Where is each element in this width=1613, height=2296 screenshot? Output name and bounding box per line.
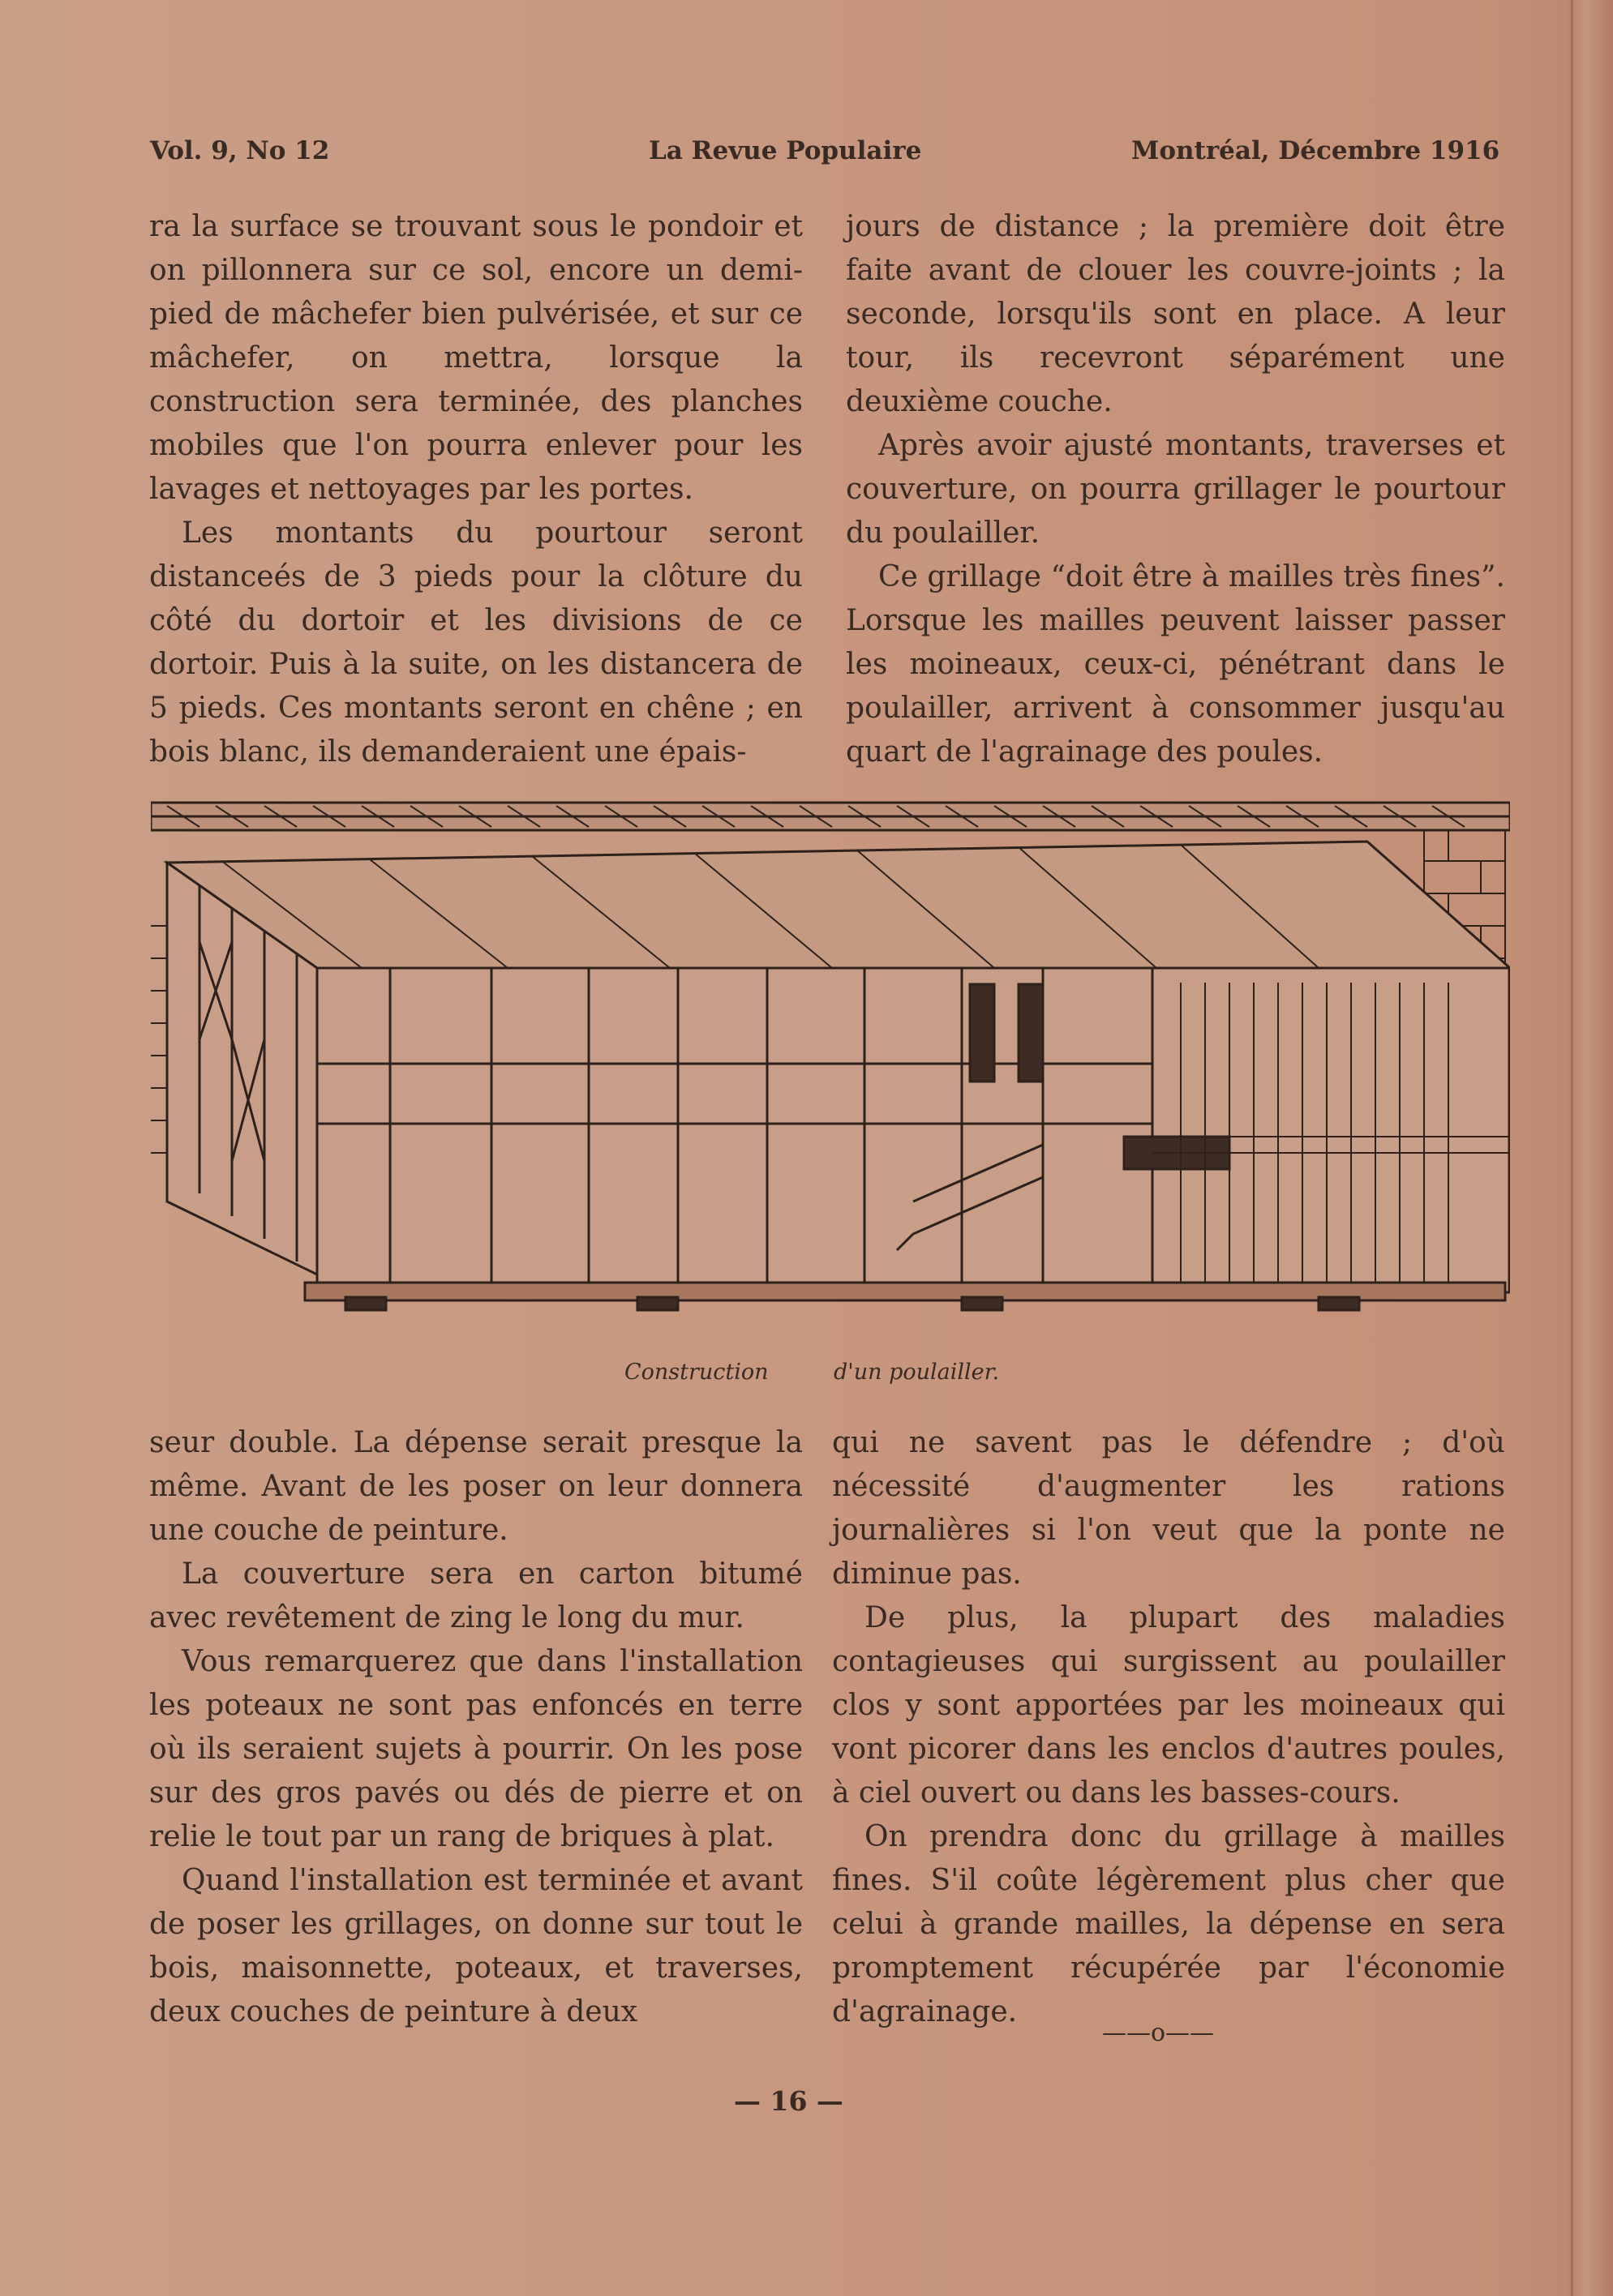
foundation [305,1283,1505,1310]
paragraph: Quand l'installation est terminée et avant de poser les grillages, on donne sur tout le bois, maisonnette, poteaux, et traverses, deux couches de peinture à deux [149,1864,803,2028]
column-top-right [846,205,1505,774]
paragraph: Après avoir ajusté montants, traverses et couverture, on pourra grillager le pourtour du poulailler. [846,429,1505,550]
paragraph: On prendra donc du grillage à mailles fines. S'il coûte légèrement plus cher que celui à grande mailles, la dépense en sera promptement récupérée par l'économie d'agrainage. [832,1820,1505,2028]
header-date: Montréal, Décembre 1916 [1131,136,1500,165]
paragraph: jours de distance ; la première doit être faite avant de clouer les couvre-joints ; la seconde, lorsqu'ils sont en place. A leur tour, ils recevront séparément une deuxième couche. [846,210,1505,418]
column-top-left [149,205,803,774]
column-bottom-left [149,1421,803,2034]
paragraph: De plus, la plupart des maladies contagieuses qui surgissent au poulailler clos y sont apportées par les moineaux qui vont picorer dans les enclos d'autres poules, à ciel ouvert ou dans les basses-cours. [832,1601,1505,1810]
running-header [0,136,1613,172]
front-frame [317,968,1509,1292]
page-edge-line [1571,0,1573,2296]
henhouse-construction-illustration [151,796,1510,1341]
header-title: La Revue Populaire [649,136,922,165]
column-bottom-right [832,1421,1505,2034]
page-edge [1569,0,1613,2296]
paragraph: Ce grillage “doit être à mailles très fines”. Lorsque les mailles peuvent laisser passer les moineaux, ceux-ci, pénétrant dans le poulailler, arrivent à consommer jusqu'au quart de l'agrainage des poules. [846,560,1505,769]
page-number: — 16 — [734,2085,843,2117]
paragraph: seur double. La dépense serait presque la même. Avant de les poser on leur donnera une couche de peinture. [149,1426,803,1547]
header-volume: Vol. 9, No 12 [150,136,330,165]
caption-right: d'un poulailler. [834,1360,1000,1385]
end-ornament: ——o—— [1101,2019,1215,2047]
paragraph: ra la surface se trouvant sous le pondoir et on pillonnera sur ce sol, encore un demi-pied de mâchefer bien pulvérisée, et sur ce mâchefer, on mettra, lorsque la construction sera terminée, des planches mobiles que l'on pourra enlever pour les lavages et nettoyages par les portes. [149,210,803,506]
roof-panel [167,842,1510,968]
paragraph: La couverture sera en carton bitumé avec revêtement de zing le long du mur. [149,1557,803,1634]
paragraph: qui ne savent pas le défendre ; d'où nécessité d'augmenter les rations journalières si l'on veut que la ponte ne diminue pas. [832,1426,1505,1591]
paragraph: Les montants du pourtour seront distanceés de 3 pieds pour la clôture du côté du dortoir et les divisions de ce dortoir. Puis à la suite, on les distancera de 5 pieds. Ces montants seront en chêne ; en bois blanc, ils demanderaient une épais- [149,516,803,769]
paragraph: Vous remarquerez que dans l'installation les poteaux ne sont pas enfoncés en terre où ils seraient sujets à pourrir. On les pose sur des gros pavés ou dés de pierre et on relie le tout par un rang de briques à plat. [149,1645,803,1853]
caption-left: Construction [624,1360,769,1385]
